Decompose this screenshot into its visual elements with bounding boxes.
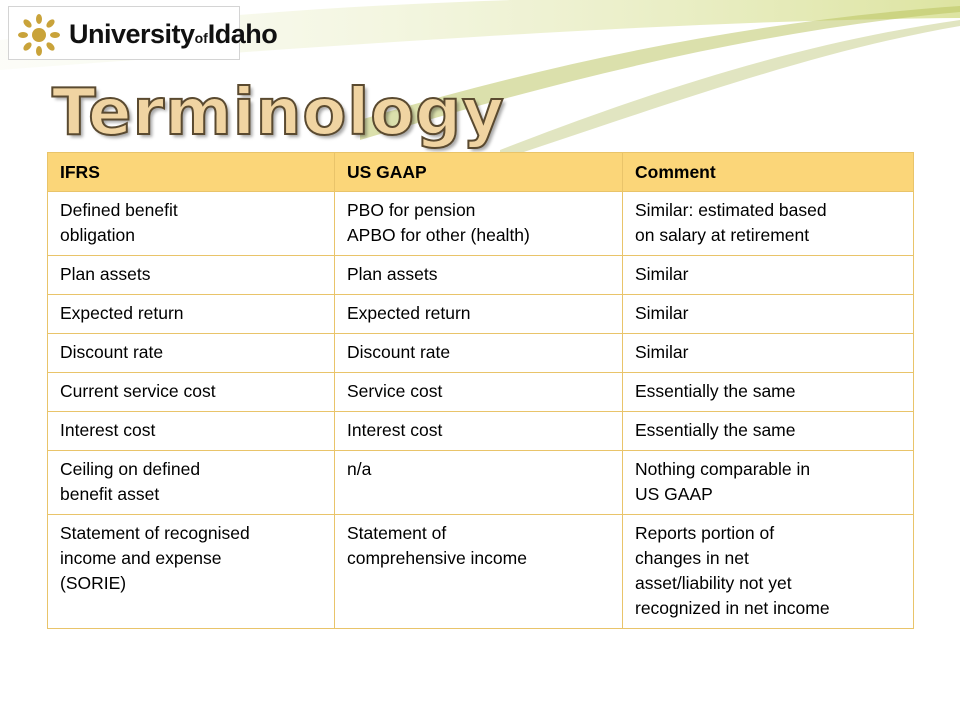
cell-comment: Essentially the same <box>623 412 914 451</box>
cell-ifrs: Current service cost <box>48 373 335 412</box>
page-title: Terminology <box>52 76 505 150</box>
cell-us-gaap: Interest cost <box>335 412 623 451</box>
header-comment: Comment <box>623 153 914 192</box>
cell-comment: Similar <box>623 256 914 295</box>
cell-us-gaap: Service cost <box>335 373 623 412</box>
sun-logo-icon <box>17 13 61 57</box>
cell-us-gaap: Expected return <box>335 295 623 334</box>
cell-comment: Essentially the same <box>623 373 914 412</box>
header-us-gaap: US GAAP <box>335 153 623 192</box>
cell-comment: Similar <box>623 295 914 334</box>
cell-us-gaap: Plan assets <box>335 256 623 295</box>
cell-ifrs: Expected return <box>48 295 335 334</box>
cell-ifrs: Plan assets <box>48 256 335 295</box>
table-row <box>48 412 914 451</box>
cell-ifrs: Statement of recognised income and expense (SORIE) <box>48 515 335 629</box>
cell-comment: Similar <box>623 334 914 373</box>
cell-us-gaap: PBO for pension APBO for other (health) <box>335 192 623 256</box>
table-row <box>48 192 914 256</box>
table-row <box>48 451 914 515</box>
cell-ifrs: Ceiling on defined benefit asset <box>48 451 335 515</box>
table-row <box>48 373 914 412</box>
logo-text-university: University <box>69 19 195 49</box>
table-row <box>48 515 914 629</box>
table-row <box>48 295 914 334</box>
cell-ifrs: Discount rate <box>48 334 335 373</box>
table-row <box>48 334 914 373</box>
cell-us-gaap: Discount rate <box>335 334 623 373</box>
table-row <box>48 256 914 295</box>
cell-comment: Similar: estimated based on salary at retirement <box>623 192 914 256</box>
cell-ifrs: Defined benefit obligation <box>48 192 335 256</box>
logo-text-of: of <box>194 30 208 46</box>
cell-comment: Reports portion of changes in net asset/liability not yet recognized in net income <box>623 515 914 629</box>
logo-wordmark <box>69 19 277 50</box>
cell-ifrs: Interest cost <box>48 412 335 451</box>
header-ifrs: IFRS <box>48 153 335 192</box>
logo-text-idaho: Idaho <box>207 19 278 49</box>
cell-us-gaap: n/a <box>335 451 623 515</box>
university-logo <box>8 6 278 60</box>
header-row <box>48 153 914 192</box>
terminology-table <box>47 152 914 629</box>
cell-us-gaap: Statement of comprehensive income <box>335 515 623 629</box>
cell-comment: Nothing comparable in US GAAP <box>623 451 914 515</box>
